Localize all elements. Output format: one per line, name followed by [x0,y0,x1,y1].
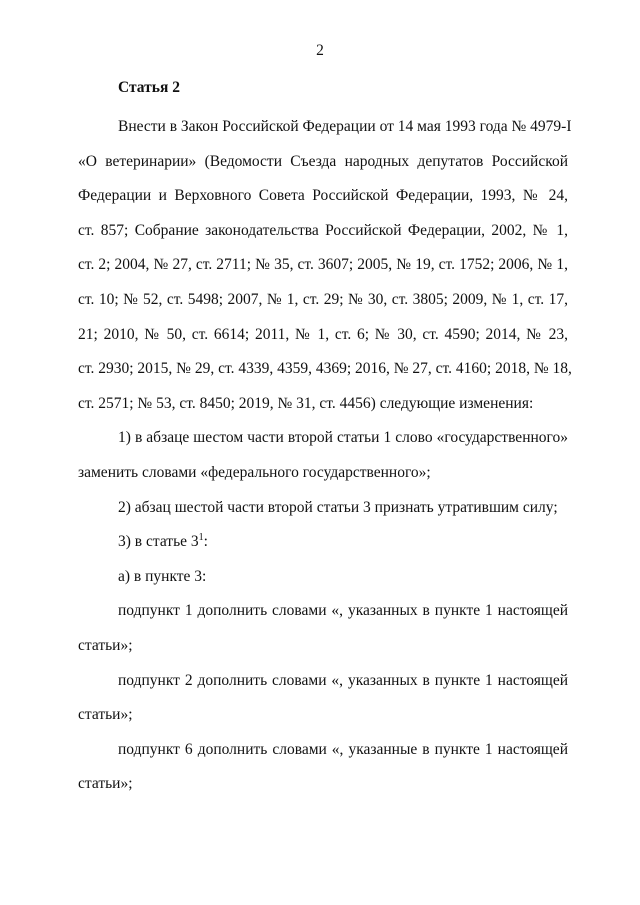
intro-paragraph [78,110,572,421]
intro-line: 21; 2010, № 50, ст. 6614; 2011, № 1, ст. 6; № 30, ст. 4590; 2014, № 23, [78,325,568,343]
intro-line: ст. 10; № 52, ст. 5498; 2007, № 1, ст. 29; № 30, ст. 3805; 2009, № 1, ст. 17, [78,290,568,308]
subitem-6: подпункт 6 дополнить словами «, указанные в пункте 1 настоящей статьи»; [78,740,568,793]
intro-line: ст. 2; 2004, № 27, ст. 2711; № 35, ст. 3607; 2005, № 19, ст. 1752; 2006, № 1, [78,256,568,274]
item-3 [78,525,568,560]
item-3a: а) в пункте 3: [118,567,207,585]
item-3-superscript: 1 [198,531,204,543]
article-body [78,110,572,802]
intro-line: Федерации и Верховного Совета Российской Федерации, 1993, № 24, [78,187,568,205]
item-1: 1) в абзаце шестом части второй статьи 1 слово «государственного» заменить словами «федерального государственного»; [78,429,568,481]
subitem-1: подпункт 1 дополнить словами «, указанных в пункте 1 настоящей статьи»; [78,602,568,654]
item-2: 2) абзац шестой части второй статьи 3 признать утратившим силу; [118,498,558,516]
article-title: Статья 2 [118,79,180,96]
intro-line: ст. 2930; 2015, № 29, ст. 4339, 4359, 4369; 2016, № 27, ст. 4160; 2018, № 18, [78,360,572,378]
intro-line: «О ветеринарии» (Ведомости Съезда народных депутатов Российской [78,152,568,170]
subitem-2: подпункт 2 дополнить словами «, указанных в пункте 1 настоящей статьи»; [78,671,568,724]
page-number: 2 [316,42,324,59]
item-3-text: 3) в статье 3 [118,533,199,551]
intro-line: ст. 2571; № 53, ст. 8450; 2019, № 31, ст. 4456) следующие изменения: [78,394,534,412]
intro-line: Внести в Закон Российской Федерации от 14 мая 1993 года № 4979-I [118,118,572,135]
intro-line: ст. 857; Собрание законодательства Российской Федерации, 2002, № 1, [78,221,568,239]
item-3-colon: : [203,533,208,551]
